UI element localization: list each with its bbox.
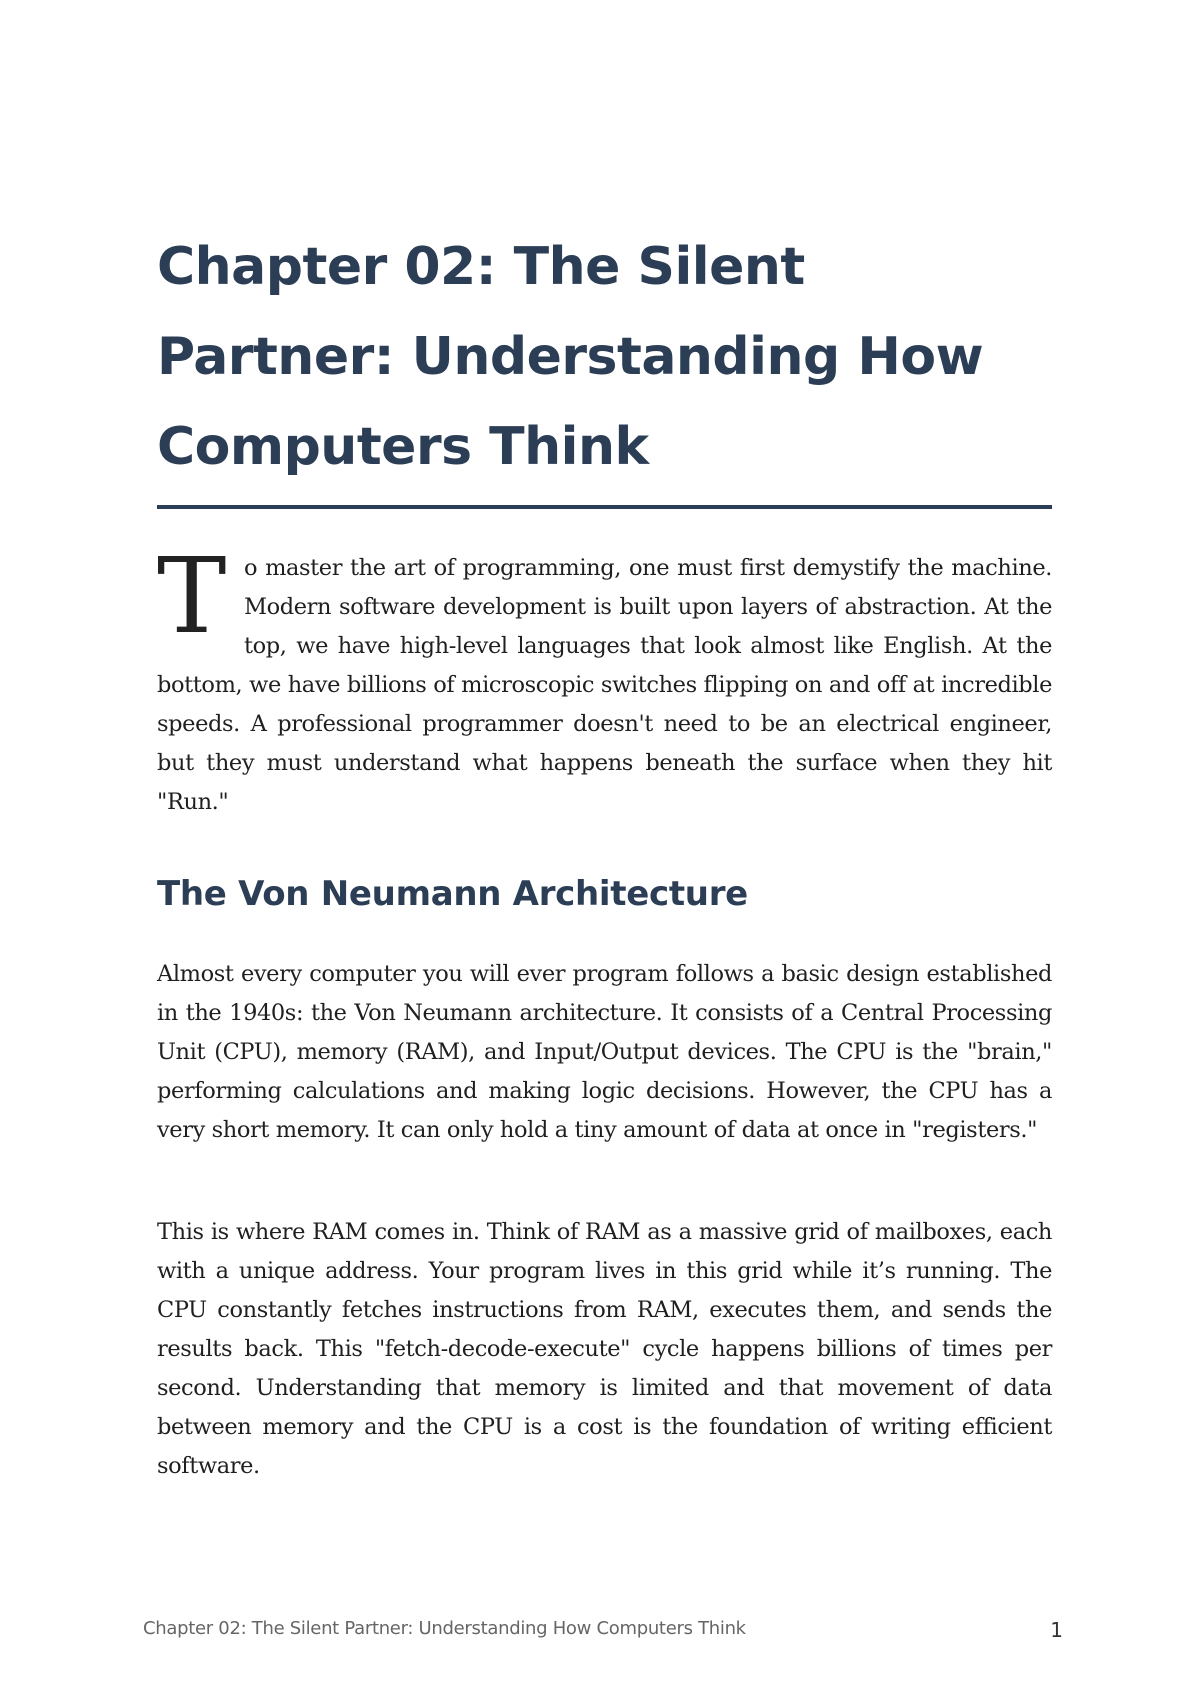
section-heading: The Von Neumann Architecture — [157, 874, 748, 914]
page-footer — [143, 1618, 1063, 1644]
page-number: 1 — [1050, 1618, 1063, 1642]
title-divider — [157, 505, 1052, 509]
drop-cap: T — [157, 535, 226, 657]
chapter-title: Chapter 02: The Silent Partner: Understanding How Computers Think — [157, 237, 984, 477]
document-page — [157, 0, 1052, 1696]
body-paragraph: This is where RAM comes in. Think of RAM as a massive grid of mailboxes, each with a unique address. Your program lives in this grid while it’s running. The CPU constantly fetches instructions from RAM, executes them, and sends the results back. This "fetch-decode-execute" cycle happens billions of times per second. Understanding that memory is limited and that movement of data between memory and the CPU is a cost is the foundation of writing efficient software. — [157, 1219, 1052, 1479]
footer-running-title: Chapter 02: The Silent Partner: Understanding How Computers Think — [143, 1618, 746, 1639]
body-paragraph: Almost every computer you will ever program follows a basic design established in the 1940s: the Von Neumann architecture. It consists of a Central Processing Unit (CPU), memory (RAM), and Input/Output devices. The CPU is the "brain," performing calculations and making logic decisions. However, the CPU has a very short memory. It can only hold a tiny amount of data at once in "registers." — [157, 961, 1052, 1143]
intro-text: o master the art of programming, one must first demystify the machine. Modern software development is built upon layers of abstraction. At the top, we have high-level languages that look almost like English. At the bottom, we have billions of microscopic switches flipping on and off at incredible speeds. A professional programmer doesn't need to be an electrical engineer, but they must understand what happens beneath the surface when they hit "Run." — [157, 555, 1052, 815]
intro-paragraph — [157, 535, 1052, 822]
